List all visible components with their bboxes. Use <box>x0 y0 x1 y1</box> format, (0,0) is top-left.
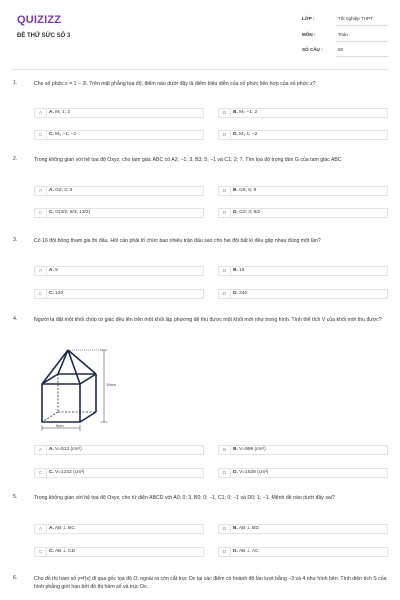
option-row <box>34 108 388 118</box>
option-row <box>34 130 388 140</box>
option-text: AB ⊥ BD <box>238 526 259 531</box>
question-number: 5. <box>13 494 18 500</box>
meta-count-value: 50 <box>338 47 344 52</box>
option-label: C. <box>49 470 54 475</box>
option-label: A. <box>49 447 54 452</box>
option-b[interactable] <box>218 186 388 196</box>
quizizz-logo: QUIZIZZ <box>17 14 62 26</box>
option-label: C. <box>49 132 54 137</box>
meta-subject-row <box>302 30 388 42</box>
question-text: Có 16 đội bóng tham gia thi đấu. Hỏi cần phải tổ chức bao nhiêu trận đấu sao cho hai đội bất kì đều gặp nhau đúng một lần? <box>34 238 321 244</box>
option-letter: D <box>219 290 231 298</box>
option-letter: D <box>219 209 231 217</box>
option-a[interactable] <box>34 266 204 276</box>
meta-class-label: LỚP : <box>302 16 315 21</box>
option-letter: C <box>35 131 47 139</box>
header-divider <box>12 69 388 70</box>
height-label: 19cm <box>106 382 116 387</box>
option-a[interactable] <box>34 524 204 534</box>
option-letter: A <box>35 525 47 533</box>
question-number: 2. <box>13 156 18 162</box>
meta-subject-label: MÔN : <box>302 32 316 37</box>
option-label: A. <box>49 188 54 193</box>
meta-class-value: Tốt nghiệp THPT <box>338 16 373 21</box>
option-letter: C <box>35 209 47 217</box>
option-letter: D <box>219 131 231 139</box>
option-label: D. <box>233 210 238 215</box>
option-text: G(3/2; 5/3; 13/2) <box>55 210 91 215</box>
option-label: A. <box>49 268 54 273</box>
option-label: D. <box>233 291 238 296</box>
option-label: C. <box>49 549 54 554</box>
question-text: Trong không gian với hệ tọa độ Oxyz, cho tam giác ABC có A2; −1; 3, B3; 5; −1 và C1; 2; 7. Tìm tọa độ trọng tâm G của tam giác ABC <box>34 157 342 163</box>
option-label: B. <box>233 268 238 273</box>
option-c[interactable] <box>34 130 204 140</box>
option-a[interactable] <box>34 108 204 118</box>
option-letter: A <box>35 446 47 454</box>
option-letter: C <box>35 469 47 477</box>
option-letter: C <box>35 548 47 556</box>
option-row <box>34 524 388 534</box>
option-text: AB ⊥ AC <box>238 549 259 554</box>
option-letter: A <box>35 267 47 275</box>
question-number: 3. <box>13 237 18 243</box>
option-label: B. <box>233 188 238 193</box>
option-d[interactable] <box>218 468 388 478</box>
meta-divider <box>336 25 388 26</box>
option-d[interactable] <box>218 130 388 140</box>
option-letter: B <box>219 446 231 454</box>
option-text: G3; 3; 9/2 <box>239 210 261 215</box>
option-text: 16 <box>239 268 245 273</box>
option-c[interactable] <box>34 468 204 478</box>
worksheet-header <box>0 0 400 68</box>
question-number: 1. <box>13 80 18 86</box>
option-text: V=1242 (cm³) <box>55 470 85 475</box>
option-d[interactable] <box>218 208 388 218</box>
option-label: A. <box>49 110 54 115</box>
option-text: AB ⊥ CD <box>54 549 76 554</box>
meta-class-row <box>302 14 388 26</box>
option-label: B. <box>233 447 238 452</box>
option-letter: B <box>219 109 231 117</box>
option-letter: D <box>219 469 231 477</box>
option-letter: B <box>219 187 231 195</box>
option-label: C. <box>49 291 54 296</box>
option-a[interactable] <box>34 186 204 196</box>
option-row <box>34 208 388 218</box>
option-c[interactable] <box>34 547 204 557</box>
question-text: Cho đồ thị hàm số y=f(x) đi qua gốc tọa độ O, ngoài ra còn cắt trục Ox tại các điểm có hoành độ lần lượt bằng −3 và 4 như hình bên. Tính diện tích S của hình phẳng giới hạn bởi đồ thị hàm số và trục Ox. <box>34 576 387 590</box>
question-number: 4. <box>13 316 18 322</box>
option-text: V=1539 (cm³) <box>239 470 269 475</box>
option-text: 240 <box>239 291 248 296</box>
option-label: D. <box>233 132 238 137</box>
question-text: Cho số phức z = 1 − 2i. Trên mặt phẳng tọa độ, điểm nào dưới đây là điểm biểu diễn của số phức liên hợp của số phức z? <box>34 81 316 87</box>
option-letter: B <box>219 525 231 533</box>
option-letter: D <box>219 548 231 556</box>
option-label: A. <box>49 526 54 531</box>
option-text: 120 <box>55 291 64 296</box>
option-text: M₃ −1; −2 <box>55 132 77 137</box>
question-text: Trong không gian với hệ tọa độ Oxyz, cho tứ diện ABCD với A0; 0; 3, B0; 0; −1, C1; 0; −1 và D0; 1; −1. Mệnh đề nào dưới đây sai? <box>34 495 335 501</box>
option-text: M₁ 1; 2 <box>55 110 71 115</box>
option-c[interactable] <box>34 289 204 299</box>
figure-svg <box>34 346 124 432</box>
question-text: Người ta đặt một khối chóp tứ giác đều lên trên một khối lập phương để thu được một khối mới như trong hình. Tính thể tích V của khối mới thu được? <box>34 317 382 323</box>
option-row <box>34 266 388 276</box>
option-row <box>34 445 388 455</box>
option-text: G6; 6; 9 <box>239 188 257 193</box>
option-label: C. <box>49 210 54 215</box>
option-row <box>34 547 388 557</box>
option-label: B. <box>233 110 238 115</box>
question-number: 6. <box>13 575 18 581</box>
option-letter: A <box>35 187 47 195</box>
meta-count-row <box>302 45 388 57</box>
option-row <box>34 289 388 299</box>
option-c[interactable] <box>34 208 204 218</box>
option-row <box>34 186 388 196</box>
option-d[interactable] <box>218 547 388 557</box>
meta-divider <box>336 56 388 57</box>
option-a[interactable] <box>34 445 204 455</box>
option-letter: C <box>35 290 47 298</box>
meta-count-label: SỐ CÂU : <box>302 47 323 52</box>
worksheet-title: ĐỀ THỬ SỨC SỐ 3 <box>17 33 71 39</box>
option-text: G2; 2; 3 <box>55 188 73 193</box>
option-text: AB ⊥ BC <box>54 526 75 531</box>
option-b[interactable] <box>218 108 388 118</box>
option-text: M₂ −1; 2 <box>239 110 258 115</box>
option-letter: B <box>219 267 231 275</box>
option-d[interactable] <box>218 289 388 299</box>
option-text: V=999 (cm³) <box>239 447 266 452</box>
option-b[interactable] <box>218 266 388 276</box>
option-b[interactable] <box>218 524 388 534</box>
meta-divider <box>336 41 388 42</box>
option-text: 8 <box>55 268 58 273</box>
pyramid-on-cube-figure <box>34 346 124 432</box>
meta-subject-value: Toán <box>338 32 348 37</box>
option-letter: A <box>35 109 47 117</box>
option-b[interactable] <box>218 445 388 455</box>
option-text: V=513 (cm³) <box>55 447 82 452</box>
option-label: D. <box>233 470 238 475</box>
option-text: M₄ 1; −2 <box>239 132 258 137</box>
option-label: B. <box>233 526 238 531</box>
option-row <box>34 468 388 478</box>
option-label: D. <box>233 549 238 554</box>
width-label: 9cm <box>56 423 64 428</box>
